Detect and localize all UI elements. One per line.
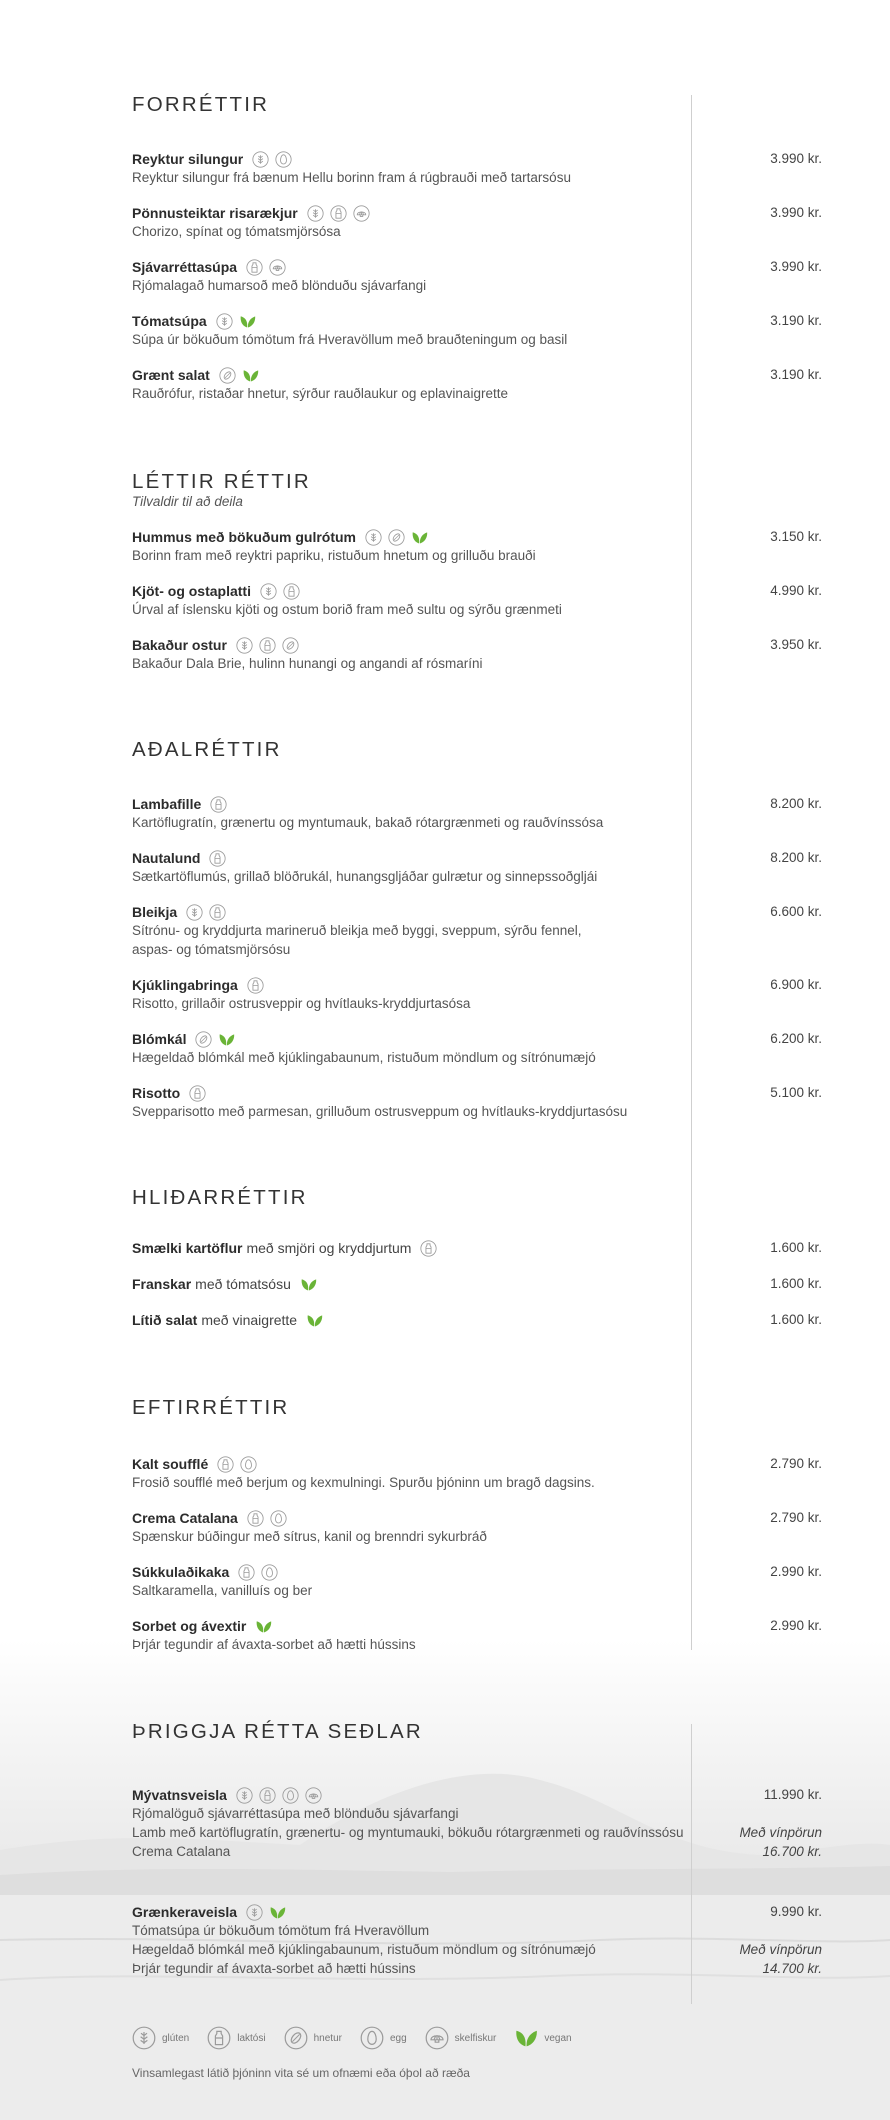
- egg-icon: [282, 1787, 299, 1804]
- lactose-icon: [238, 1564, 255, 1581]
- item-name: Blómkál: [132, 1031, 187, 1047]
- item-price: 3.190 kr.: [770, 313, 822, 328]
- item-price: 8.200 kr.: [770, 796, 822, 811]
- item-name: Grænt salat: [132, 367, 210, 383]
- egg-icon: [261, 1564, 278, 1581]
- lactose-icon: [283, 583, 300, 600]
- item-price: 1.600 kr.: [770, 1240, 822, 1255]
- nut-icon: [284, 2026, 308, 2050]
- shellfish-icon: [425, 2026, 449, 2050]
- item-name: Kalt soufflé: [132, 1456, 209, 1472]
- item-name: Crema Catalana: [132, 1510, 238, 1526]
- item-price: 3.190 kr.: [770, 367, 822, 382]
- allergy-note: Vinsamlegast látið þjóninn vita sé um ofnæmi eða óþol að ræða: [132, 2066, 470, 2080]
- section-light-dishes: [132, 470, 822, 671]
- course-line: Tómatsúpa úr bökuðum tómötum frá Hveravöllum: [132, 1923, 430, 1938]
- gluten-icon: [186, 904, 203, 921]
- item-description: Spænskur búðingur með sítrus, kanil og brenndri sykurbráð: [132, 1529, 487, 1544]
- menu-item: [132, 849, 822, 886]
- section-main-courses: [132, 738, 822, 1119]
- menu-item: [132, 1455, 822, 1492]
- gluten-icon: [236, 1787, 253, 1804]
- lactose-icon: [247, 1510, 264, 1527]
- section-desserts: [132, 1396, 822, 1652]
- menu-item: [132, 150, 822, 187]
- menu-item: [132, 1084, 822, 1121]
- menu-item: [132, 1509, 822, 1546]
- item-price: 9.990 kr.: [770, 1904, 822, 1919]
- egg-icon: [360, 2026, 384, 2050]
- gluten-icon: [132, 2026, 156, 2050]
- menu-item: [132, 366, 822, 403]
- nut-icon: [282, 637, 299, 654]
- egg-icon: [270, 1510, 287, 1527]
- vegan-icon: [411, 529, 428, 546]
- item-name: Risotto: [132, 1085, 181, 1101]
- item-price: 1.600 kr.: [770, 1276, 822, 1291]
- legend-label: skelfiskur: [454, 2032, 497, 2044]
- section-starters: [132, 93, 822, 401]
- item-description: Kartöflugratín, grænertu og myntumauk, bakað rótargrænmeti og rauðvínssósa: [132, 815, 604, 830]
- menu-item: [132, 903, 822, 959]
- vegan-icon: [306, 1312, 323, 1329]
- gluten-icon: [246, 1904, 263, 1921]
- item-name: Mývatnsveisla: [132, 1787, 227, 1803]
- gluten-icon: [252, 151, 269, 168]
- section-title: FORRÉTTIR: [132, 93, 270, 116]
- gluten-icon: [236, 637, 253, 654]
- item-name: Sjávarréttasúpa: [132, 259, 238, 275]
- item-price: 2.790 kr.: [770, 1510, 822, 1525]
- menu-item: [132, 1239, 822, 1257]
- course-line: Crema Catalana: [132, 1844, 231, 1859]
- lactose-icon: [420, 1240, 437, 1257]
- item-name: Kjúklingabringa: [132, 977, 238, 993]
- course-line: Þrjár tegundir af ávaxta-sorbet að hætti hússins: [132, 1961, 416, 1976]
- gluten-icon: [365, 529, 382, 546]
- item-name: Tómatsúpa: [132, 313, 207, 329]
- item-description: Rauðrófur, ristaðar hnetur, sýrður rauðlaukur og eplavinaigrette: [132, 386, 508, 401]
- legend-item: [284, 2026, 342, 2050]
- wine-pairing-label: Með vínpörun: [739, 1825, 822, 1840]
- gluten-icon: [216, 313, 233, 330]
- gluten-icon: [260, 583, 277, 600]
- lactose-icon: [217, 1456, 234, 1473]
- item-price: 3.990 kr.: [770, 151, 822, 166]
- vegan-icon: [218, 1031, 235, 1048]
- menu-item: [132, 636, 822, 673]
- lactose-icon: [209, 904, 226, 921]
- item-description: Úrval af íslensku kjöti og ostum borið fram með sultu og sýrðu grænmeti: [132, 602, 562, 617]
- item-price: 3.990 kr.: [770, 205, 822, 220]
- lactose-icon: [207, 2026, 231, 2050]
- legend-label: vegan: [544, 2032, 572, 2044]
- menu-item: [132, 258, 822, 295]
- legend-label: glúten: [162, 2032, 190, 2044]
- item-price: 2.990 kr.: [770, 1618, 822, 1633]
- item-price: 2.990 kr.: [770, 1564, 822, 1579]
- lactose-icon: [210, 796, 227, 813]
- item-name: Pönnusteiktar risarækjur: [132, 205, 298, 221]
- item-description: Sætkartöflumús, grillað blöðrukál, hunangsgljáðar gulrætur og sinnepssoðgljái: [132, 869, 598, 884]
- egg-icon: [275, 151, 292, 168]
- item-price: 8.200 kr.: [770, 850, 822, 865]
- wine-pairing-price: 16.700 kr.: [762, 1844, 822, 1859]
- item-name: Franskar: [132, 1276, 192, 1292]
- allergen-legend: [132, 2026, 590, 2050]
- item-description: Þrjár tegundir af ávaxta-sorbet að hætti hússins: [132, 1637, 416, 1652]
- lactose-icon: [259, 1787, 276, 1804]
- section-title: AÐALRÉTTIR: [132, 738, 282, 761]
- item-price: 11.990 kr.: [763, 1787, 822, 1802]
- legend-label: laktósi: [237, 2032, 266, 2044]
- nut-icon: [219, 367, 236, 384]
- menu-item: [132, 528, 822, 565]
- menu-item: [132, 1563, 822, 1600]
- set-menu-item: [132, 1786, 822, 1861]
- item-description: Chorizo, spínat og tómatsmjörsósa: [132, 224, 341, 239]
- vegan-icon: [255, 1618, 272, 1635]
- item-price: 6.900 kr.: [770, 977, 822, 992]
- menu-item: [132, 582, 822, 619]
- item-description: Hægeldað blómkál með kjúklingabaunum, ristuðum möndlum og sítrónumæjó: [132, 1050, 596, 1065]
- lactose-icon: [259, 637, 276, 654]
- item-price: 6.600 kr.: [770, 904, 822, 919]
- item-description: Súpa úr bökuðum tómötum frá Hveravöllum með brauðteningum og basil: [132, 332, 568, 347]
- item-price: 5.100 kr.: [770, 1085, 822, 1100]
- item-name: Reyktur silungur: [132, 151, 244, 167]
- vegan-icon: [514, 2026, 538, 2050]
- lactose-icon: [247, 977, 264, 994]
- item-extra: með vinaigrette: [201, 1312, 298, 1328]
- item-description: Saltkaramella, vanilluís og ber: [132, 1583, 313, 1598]
- vegan-icon: [239, 313, 256, 330]
- menu-item: [132, 795, 822, 832]
- menu-item: [132, 1617, 822, 1654]
- item-name: Lítið salat: [132, 1312, 198, 1328]
- menu-item: [132, 1030, 822, 1067]
- nut-icon: [195, 1031, 212, 1048]
- section-side-dishes: [132, 1186, 822, 1328]
- item-name: Grænkeraveisla: [132, 1904, 238, 1920]
- lactose-icon: [189, 1085, 206, 1102]
- item-price: 4.990 kr.: [770, 583, 822, 598]
- item-price: 3.990 kr.: [770, 259, 822, 274]
- lactose-icon: [330, 205, 347, 222]
- shellfish-icon: [305, 1787, 322, 1804]
- vegan-icon: [300, 1276, 317, 1293]
- item-price: 1.600 kr.: [770, 1312, 822, 1327]
- course-line: Rjómalöguð sjávarréttasúpa með blönduðu sjávarfangi: [132, 1806, 459, 1821]
- legend-label: egg: [389, 2032, 407, 2044]
- legend-item: [360, 2026, 407, 2050]
- lactose-icon: [209, 850, 226, 867]
- item-description: Frosið soufflé með berjum og kexmulningi. Spurðu þjóninn um bragð dagsins.: [132, 1475, 595, 1490]
- section-title: LÉTTIR RÉTTIR: [132, 470, 311, 493]
- set-menu-item: [132, 1903, 822, 1978]
- section-subtitle: Tilvaldir til að deila: [132, 494, 243, 509]
- item-name: Kjöt- og ostaplatti: [132, 583, 251, 599]
- menu-item: [132, 204, 822, 241]
- nut-icon: [388, 529, 405, 546]
- gluten-icon: [307, 205, 324, 222]
- lactose-icon: [246, 259, 263, 276]
- egg-icon: [240, 1456, 257, 1473]
- item-name: Hummus með bökuðum gulrótum: [132, 529, 356, 545]
- item-description: Sítrónu- og kryddjurta marineruð bleikja með byggi, sveppum, sýrðu fennel, aspas- og tómatsmjörsósu: [132, 923, 582, 957]
- item-description: Reyktur silungur frá bænum Hellu borinn fram á rúgbrauði með tartarsósu: [132, 170, 571, 185]
- section-title: EFTIRRÉTTIR: [132, 1396, 290, 1419]
- menu-item: [132, 1311, 822, 1329]
- item-price: 2.790 kr.: [770, 1456, 822, 1471]
- item-description: Rjómalagað humarsoð með blönduðu sjávarfangi: [132, 278, 427, 293]
- legend-label: hnetur: [313, 2032, 342, 2044]
- section-set-menus: [132, 1720, 822, 1976]
- item-price: 3.950 kr.: [770, 637, 822, 652]
- item-extra: með tómatsósu: [195, 1276, 291, 1292]
- item-name: Bleikja: [132, 904, 178, 920]
- legend-item: [425, 2026, 497, 2050]
- menu-item: [132, 312, 822, 349]
- shellfish-icon: [353, 205, 370, 222]
- item-description: Risotto, grillaðir ostrusveppir og hvítlauks-kryddjurtasósa: [132, 996, 471, 1011]
- legend-item: [514, 2026, 571, 2050]
- item-description: Svepparisotto með parmesan, grilluðum ostrusveppum og hvítlauks-kryddjurtasósu: [132, 1104, 628, 1119]
- section-title: ÞRIGGJA RÉTTA SEÐLAR: [132, 1720, 423, 1743]
- item-price: 6.200 kr.: [770, 1031, 822, 1046]
- item-name: Bakaður ostur: [132, 637, 227, 653]
- wine-pairing-price: 14.700 kr.: [762, 1961, 822, 1976]
- item-name: Sorbet og ávextir: [132, 1618, 247, 1634]
- course-line: Lamb með kartöflugratín, grænertu- og myntumauki, bökuðu rótargrænmeti og rauðvínssósu: [132, 1825, 684, 1840]
- item-price: 3.150 kr.: [770, 529, 822, 544]
- vegan-icon: [269, 1904, 286, 1921]
- item-name: Lambafille: [132, 796, 202, 812]
- legend-item: [207, 2026, 265, 2050]
- wine-pairing-label: Með vínpörun: [739, 1942, 822, 1957]
- shellfish-icon: [269, 259, 286, 276]
- vegan-icon: [242, 367, 259, 384]
- item-name: Nautalund: [132, 850, 201, 866]
- legend-item: [132, 2026, 189, 2050]
- item-name: Smælki kartöflur: [132, 1240, 243, 1256]
- section-title: HLIÐARRÉTTIR: [132, 1186, 308, 1209]
- course-line: Hægeldað blómkál með kjúklingabaunum, ristuðum möndlum og sítrónumæjó: [132, 1942, 596, 1957]
- item-description: Borinn fram með reyktri papriku, ristuðum hnetum og grilluðu brauði: [132, 548, 536, 563]
- item-description: Bakaður Dala Brie, hulinn hunangi og angandi af rósmaríni: [132, 656, 483, 671]
- item-extra: með smjöri og kryddjurtum: [246, 1240, 412, 1256]
- menu-item: [132, 976, 822, 1013]
- item-name: Súkkulaðikaka: [132, 1564, 230, 1580]
- menu-item: [132, 1275, 822, 1293]
